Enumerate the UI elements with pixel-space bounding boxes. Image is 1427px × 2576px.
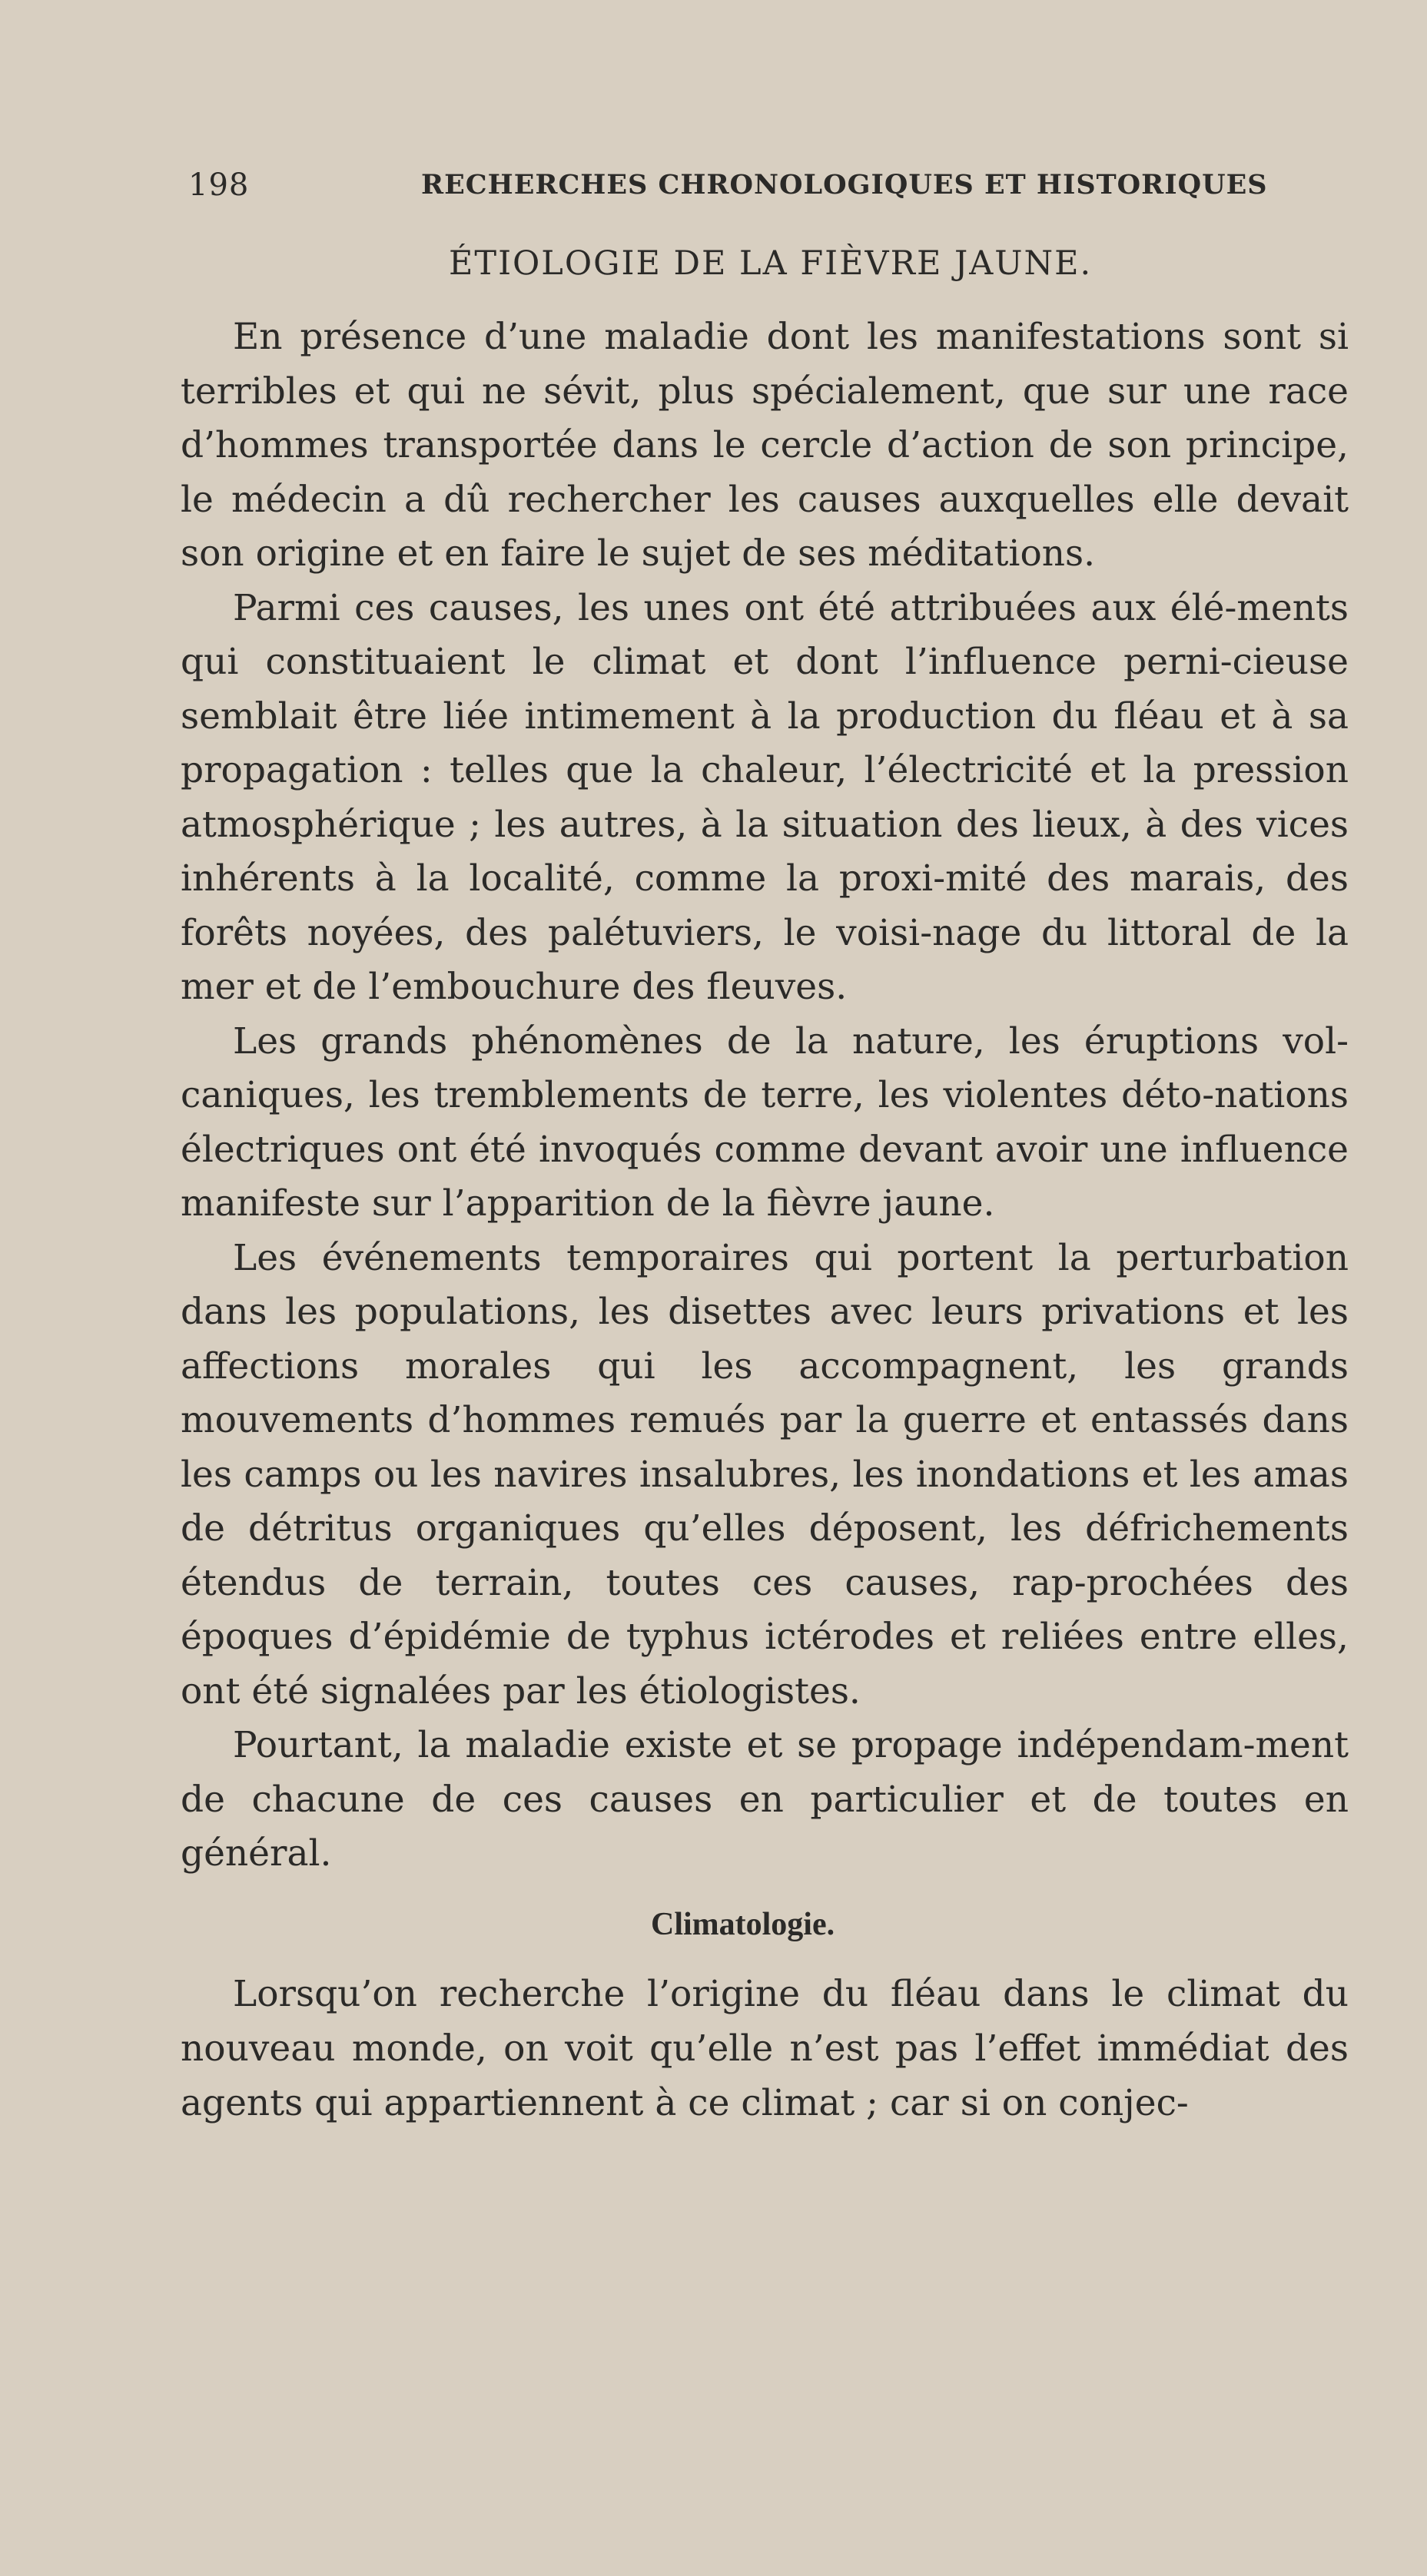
paragraph-conclusion: Pourtant, la maladie existe et se propage indépendam-ment de chacune de ces causes en particulier et de toutes en général. bbox=[181, 1724, 1349, 1875]
page-number: 198 bbox=[188, 167, 250, 203]
paragraph-events: Les événements temporaires qui portent la perturbation dans les populations, les disettes avec leurs privations et les affections morales qui les accompagnent, les grands mouvements d’hommes remués par la guerre et entassés dans les camps ou les navires insalubres, les inondations et les amas de détritus organiques qu’elles déposent, les défrichements étendus de terrain, toutes ces causes, rap-prochées des époques d’épidémie de typhus ictérodes et reliées entre elles, ont été signalées par les étiologistes. bbox=[181, 1236, 1349, 1712]
climate-text bbox=[181, 1967, 1349, 2130]
paragraph-causes: Parmi ces causes, les unes ont été attribuées aux élé-ments qui constituaient le climat et dont l’influence perni-cieuse semblait être liée intimement à la production du fléau et à sa propagation : telles que la chaleur, l’électricité et la pression atmosphérique ; les autres, à la situation des lieux, à des vices inhérents à la localité, comme la proxi-mité des marais, des forêts noyées, des palétuviers, le voisi-nage du littoral de la mer et de l’embouchure des fleuves. bbox=[181, 586, 1349, 1008]
subheading-climatologie: Climatologie. bbox=[651, 1907, 835, 1942]
running-header: RECHERCHES CHRONOLOGIQUES ET HISTORIQUES bbox=[421, 169, 1268, 201]
body-text bbox=[181, 310, 1349, 1881]
section-title: ÉTIOLOGIE DE LA FIÈVRE JAUNE. bbox=[449, 244, 1093, 283]
paragraph-phenomena: Les grands phénomènes de la nature, les éruptions vol-caniques, les tremblements de terre, les violentes déto-nations électriques ont été invoqués comme devant avoir une influence manifeste sur l’apparition de la fièvre jaune. bbox=[181, 1019, 1349, 1225]
paragraph-climate: Lorsqu’on recherche l’origine du fléau dans le climat du nouveau monde, on voit qu’elle n’est pas l’effet immédiat des agents qui appartiennent à ce climat ; car si on conjec- bbox=[181, 1973, 1349, 2124]
paragraph-presence: En présence d’une maladie dont les manifestations sont si terribles et qui ne sévit, plus spécialement, que sur une race d’hommes transportée dans le cercle d’action de son principe, le médecin a dû rechercher les causes auxquelles elle devait son origine et en faire le sujet de ses méditations. bbox=[181, 316, 1349, 575]
